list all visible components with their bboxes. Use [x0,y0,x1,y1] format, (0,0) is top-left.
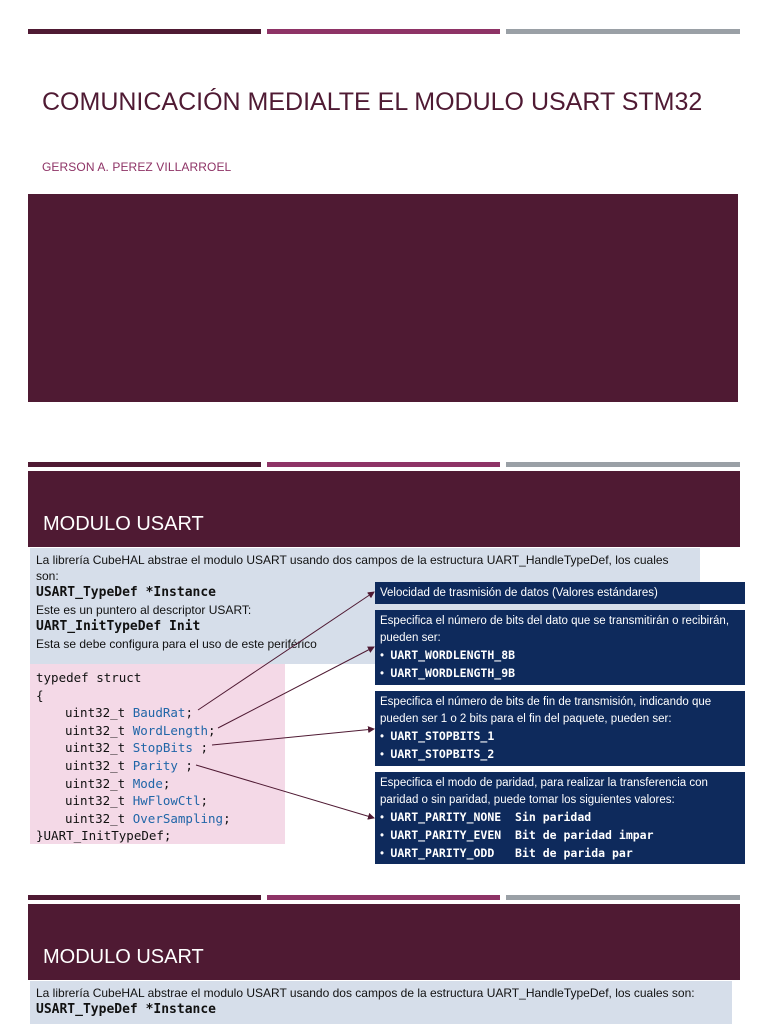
field-name: Mode [132,775,163,791]
code-line-close: }UART_InitTypeDef; [36,828,172,844]
code-line-open-brace: { [36,687,44,703]
arrow-stopbits [212,729,374,745]
wordlength-callout-text: Especifica el número de bits del dato que se transmitirán o recibirán, pueden ser: [380,615,730,644]
slide-title: COMUNICACIÓN MEDIALTE EL MODULO USART STM32 [42,88,703,116]
code-line-field: uint32_t BaudRat; [65,705,193,721]
callout-list-item: • UART_STOPBITS_1 [380,728,740,746]
code-line-field: uint32_t Parity ; [65,757,193,773]
code-line-field: uint32_t HwFlowCtl; [65,793,209,809]
callout-list-item: • UART_WORDLENGTH_9B [380,665,740,683]
field-name: StopBits [132,740,193,756]
callout-list-item: • UART_PARITY_EVEN Bit de paridad impar [380,827,740,845]
slide3-intro [30,981,732,1024]
slide3-header-title: MODULO USART [43,946,204,968]
code-line-field: uint32_t OverSampling; [65,810,231,826]
callout-list-item: • UART_WORDLENGTH_8B [380,647,740,665]
slide3-bar-gray [506,895,740,900]
code-line-field: uint32_t WordLength; [65,722,216,738]
field-name: WordLength [132,722,209,738]
field-name: BaudRat [132,705,186,721]
parity-callout-text: Especifica el modo de paridad, para realizar la transferencia con paridad o sin paridad, puede tomar los siguientes valores: [380,777,708,806]
slide-subtitle: GERSON A. PEREZ VILLARROEL [42,160,232,174]
slide3-bar-dark [28,895,261,900]
code-line-field: uint32_t Mode; [65,775,171,791]
callout-list-item: • UART_PARITY_ODD Bit de parida par [380,845,740,863]
instance-description: Este es un puntero al descriptor USART: [36,603,252,617]
slide2-header-title: MODULO USART [43,513,204,535]
intro-text: La librería CubeHAL abstrae el modulo USART usando dos campos de la estructura UART_HandleTypeDef, los cuales son: [36,986,695,1000]
init-description: Esta se debe configura para el uso de este periférico [36,637,317,651]
field-name: OverSampling [132,810,224,826]
field-name: HwFlowCtl [132,793,201,809]
intro-text: La librería CubeHAL abstrae el modulo USART usando dos campos de la estructura UART_HandleTypeDef, los cuales son: [36,553,669,583]
field-name: Parity [132,757,178,773]
baudrate-callout-text: Velocidad de trasmisión de datos (Valores estándares) [380,587,658,599]
slide3-header [28,904,740,980]
slide3-bar-mid [267,895,500,900]
callout-list-item: • UART_PARITY_NONE Sin paridad [380,809,740,827]
instance-field: USART_TypeDef *Instance [36,585,217,600]
stopbits-callout-text: Especifica el número de bits de fin de transmisión, indicando que pueden ser 1 o 2 bits para el fin del paquete, pueden ser: [380,696,712,725]
code-line-field: uint32_t StopBits ; [65,740,209,756]
callout-list-item: • UART_STOPBITS_2 [380,746,740,764]
arrow-parity [196,765,374,818]
init-field: UART_InitTypeDef Init [36,619,201,634]
code-line-typedef: typedef struct [36,670,142,685]
arrow-wordlength [218,647,374,728]
instance-field: USART_TypeDef *Instance [36,1002,217,1017]
